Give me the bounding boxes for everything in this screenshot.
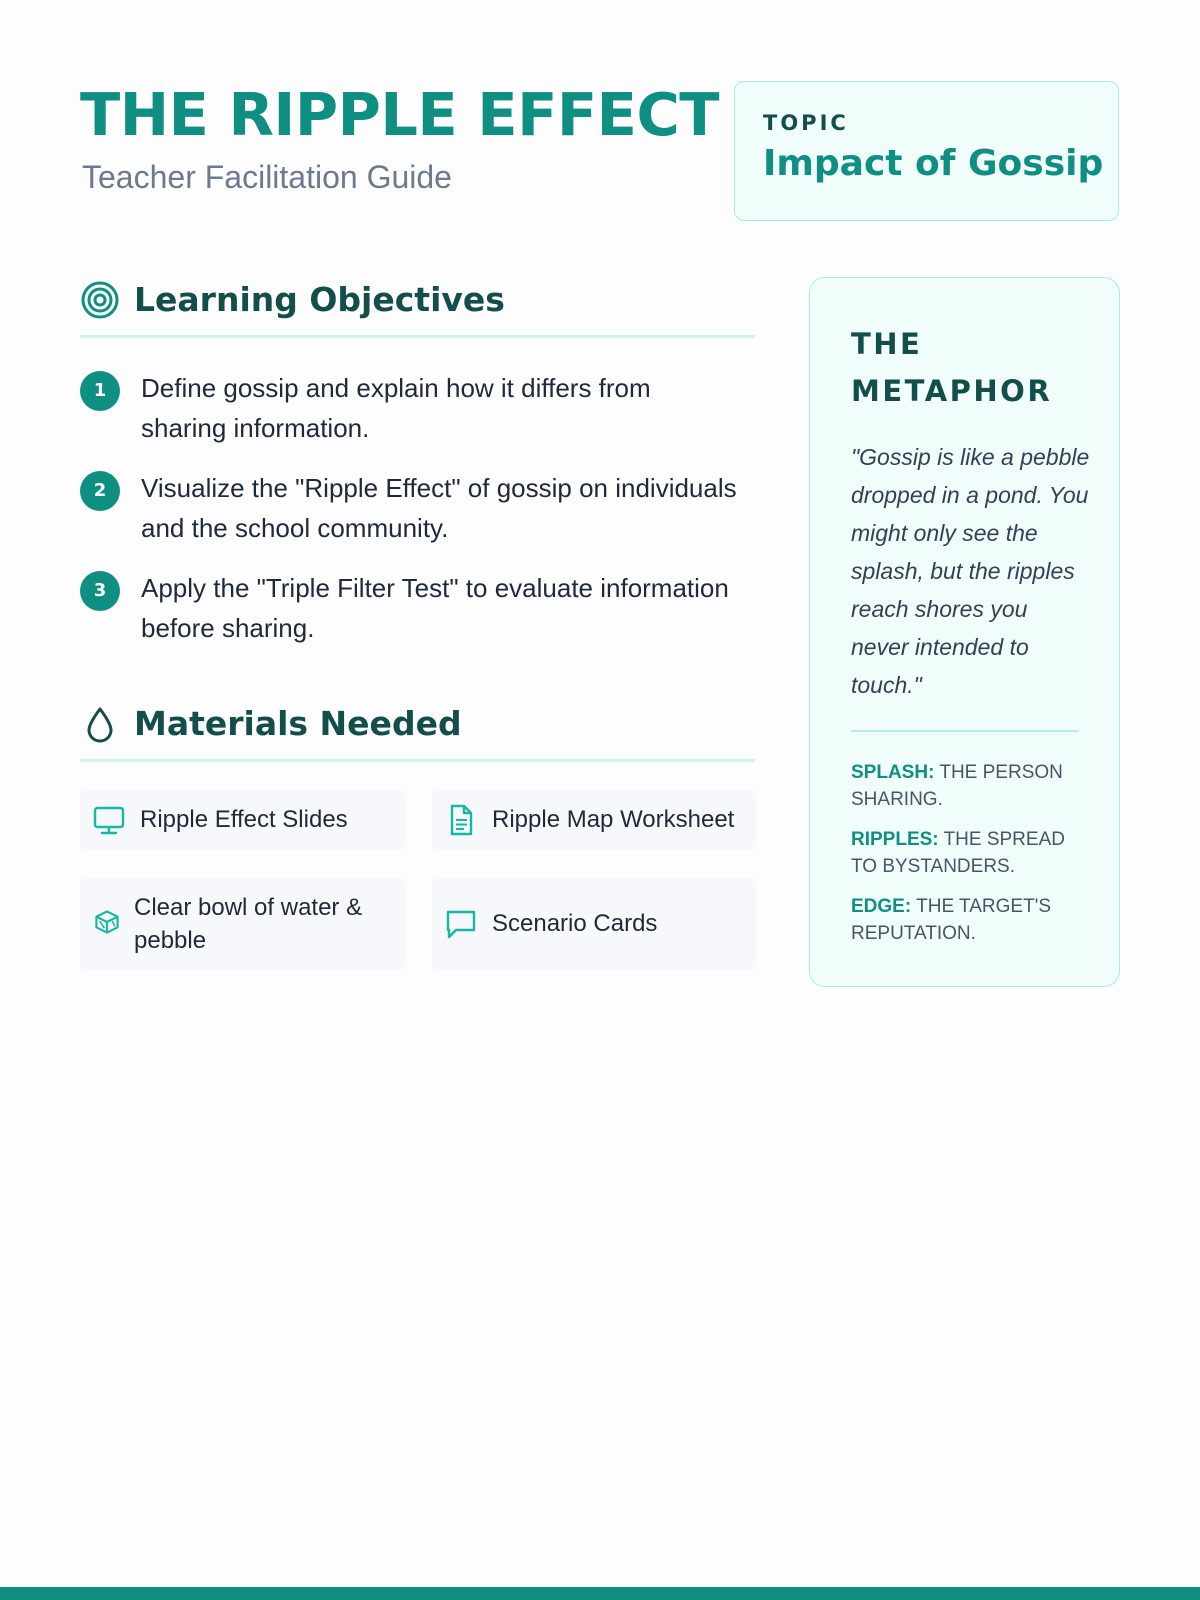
- material-label: Ripple Effect Slides: [140, 806, 348, 833]
- page-title: THE RIPPLE EFFECT: [80, 80, 720, 149]
- legend-value: THE SPREAD TO BYSTANDERS.: [851, 829, 1065, 877]
- topic-label: TOPIC: [763, 111, 849, 135]
- metaphor-divider: [851, 730, 1079, 732]
- legend-value: THE PERSON SHARING.: [851, 762, 1063, 810]
- learning-objectives-header: [80, 280, 755, 338]
- metaphor-card: [809, 277, 1120, 987]
- objective-number-badge: 2: [80, 471, 120, 511]
- materials-grid: [80, 790, 756, 970]
- material-item: [432, 790, 756, 850]
- material-label: Ripple Map Worksheet: [492, 806, 735, 833]
- legend-key: EDGE:: [851, 896, 912, 917]
- legend-key: SPLASH:: [851, 762, 935, 783]
- materials-needed-title: Materials Needed: [134, 704, 462, 743]
- document-icon: [444, 803, 478, 837]
- legend-item: [851, 759, 1086, 813]
- objective-number-badge: 3: [80, 571, 120, 611]
- legend-item: [851, 893, 1086, 947]
- list-item: [80, 568, 760, 668]
- material-item: [80, 878, 405, 970]
- material-item: [432, 878, 756, 970]
- material-item: [80, 790, 405, 850]
- message-icon: [444, 907, 478, 941]
- page-header: [80, 82, 720, 196]
- learning-objectives-title: Learning Objectives: [134, 280, 505, 319]
- material-label: Scenario Cards: [492, 910, 658, 937]
- metaphor-quote: "Gossip is like a pebble dropped in a pond. You might only see the splash, but the ripples reach shores you never intended to touch.": [851, 444, 1090, 698]
- objective-text: Define gossip and explain how it differs from sharing information.: [141, 373, 651, 443]
- materials-needed-header: [80, 704, 755, 762]
- topic-card: [734, 81, 1119, 221]
- topic-value: Impact of Gossip: [763, 143, 1104, 184]
- objective-text: Apply the "Triple Filter Test" to evaluate information before sharing.: [141, 573, 729, 643]
- objective-number-badge: 1: [80, 371, 120, 411]
- metaphor-legend: [851, 759, 1086, 960]
- footer-accent-bar: [0, 1587, 1200, 1600]
- list-item: [80, 368, 760, 468]
- legend-key: RIPPLES:: [851, 829, 939, 850]
- monitor-icon: [92, 803, 126, 837]
- metaphor-title: THE METAPHOR: [851, 327, 1053, 408]
- page-subtitle: Teacher Facilitation Guide: [82, 159, 452, 195]
- objective-text: Visualize the "Ripple Effect" of gossip on individuals and the school community.: [141, 473, 737, 543]
- material-label: Clear bowl of water & pebble: [134, 894, 363, 954]
- legend-item: [851, 826, 1086, 880]
- objectives-list: [80, 368, 760, 668]
- box-icon: [92, 907, 126, 941]
- list-item: [80, 468, 760, 568]
- target-icon: [80, 280, 120, 320]
- droplet-icon: [80, 704, 120, 744]
- legend-value: THE TARGET'S REPUTATION.: [851, 896, 1052, 944]
